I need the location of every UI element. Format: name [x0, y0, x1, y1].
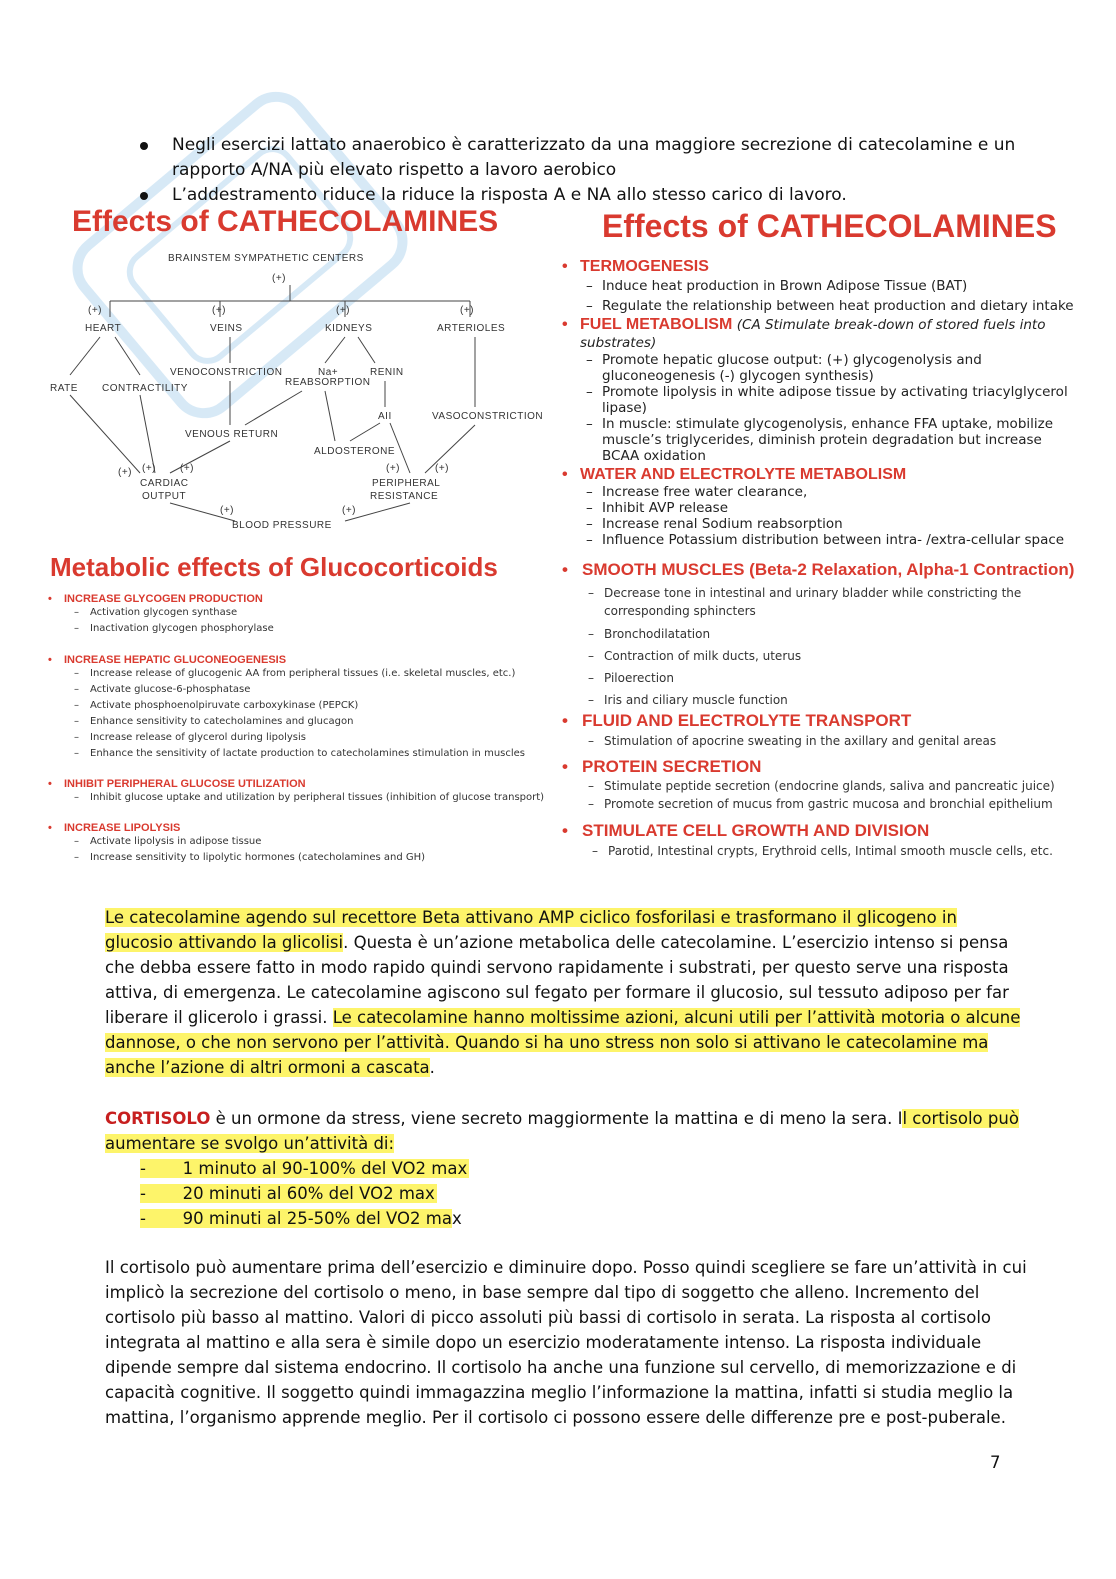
section-items — [580, 352, 1082, 464]
plus-sign: (+) — [212, 305, 226, 316]
section-items — [582, 584, 1082, 711]
list-item: – Activate phosphoenolpiruvate carboxykinase (PEPCK) — [68, 698, 548, 714]
diagram-node-aii: AII — [378, 411, 392, 422]
list-item: – Induce heat production in Brown Adipose Tissue (BAT) — [580, 276, 1082, 296]
section-head: • WATER AND ELECTROLYTE METABOLISM — [562, 466, 907, 483]
diagram-node-venous-return: VENOUS RETURN — [185, 429, 279, 440]
diagram-node-kidneys: KIDNEYS — [325, 323, 373, 334]
list-item: – In muscle: stimulate glycogenolysis, enhance FFA uptake, mobilize muscle’s triglycerides, diminish protein degradation but increase BCAA oxidation — [580, 416, 1082, 464]
list-item: – Increase sensitivity to lipolytic hormones (catecholamines and GH) — [68, 850, 548, 866]
plus-sign: (+) — [180, 463, 194, 474]
list-item: – Inactivation glycogen phosphorylase — [68, 621, 548, 637]
page-number: 7 — [990, 1453, 1001, 1472]
list-item: - 20 minuti al 60% del VO2 max — [140, 1184, 435, 1203]
highlight-text: Le catecolamine hanno moltissime azioni, alcuni utili per l’attività motoria o alcune dannose, o che non servono per l’attività. Quando si ha uno stress non solo si attivano le catecolamine ma anche l’azione di altri ormoni a cascata — [105, 1008, 1021, 1077]
gluco-section-items — [68, 666, 548, 762]
cortisolo-keyword: CORTISOLO — [105, 1109, 211, 1128]
list-item: – Iris and ciliary muscle function — [582, 689, 1082, 711]
diagram-node-rate: RATE — [50, 383, 78, 394]
intro-bullet-list — [140, 133, 1020, 208]
list-item: – Influence Potassium distribution between intra- /extra-cellular space — [580, 532, 1082, 548]
glucocorticoids-list — [48, 593, 548, 866]
diagram-node-contractility: CONTRACTILITY — [102, 383, 188, 394]
diagram-node-brainstem: BRAINSTEM SYMPATHETIC CENTERS — [168, 253, 364, 264]
plus-sign: (+) — [88, 305, 102, 316]
diagram-node-arterioles: ARTERIOLES — [437, 323, 506, 334]
list-item: – Parotid, Intestinal crypts, Erythroid cells, Intimal smooth muscle cells, etc. — [586, 841, 1082, 861]
diagram-node-blood-pressure: BLOOD PRESSURE — [232, 520, 332, 531]
diagram-node-reabsorption: REABSORPTION — [285, 377, 371, 388]
list-item: – Activate lipolysis in adipose tissue — [68, 834, 548, 850]
list-item: – Regulate the relationship between heat production and dietary intake — [580, 296, 1082, 316]
list-item: – Increase release of glucogenic AA from peripheral tissues (i.e. skeletal muscles, etc.) — [68, 666, 548, 682]
highlight-text: l cortisolo può aumentare se svolgo un’attività di: — [105, 1109, 1019, 1153]
diagram-node-renin: RENIN — [370, 367, 404, 378]
section-head: • FLUID AND ELECTROLYTE TRANSPORT — [562, 711, 912, 730]
gluco-section-items — [68, 790, 548, 806]
section-items — [582, 731, 1082, 751]
list-item: – Activation glycogen synthase — [68, 605, 548, 621]
right-figure-title: Effects of CATHECOLAMINES — [602, 208, 1057, 244]
list-item: – Decrease tone in intestinal and urinary bladder while constricting the corresponding sphincters — [582, 584, 1082, 623]
list-item: – Activate glucose-6-phosphatase — [68, 682, 548, 698]
list-item: – Inhibit glucose uptake and utilization by peripheral tissues (inhibition of glucose transport) — [68, 790, 548, 806]
list-item: – Promote lipolysis in white adipose tissue by activating triacylglycerol lipase) — [580, 384, 1082, 416]
section-head: • PROTEIN SECRETION — [562, 757, 762, 776]
list-item: – Inhibit AVP release — [580, 500, 1082, 516]
list-item: – Promote secretion of mucus from gastric mucosa and bronchial epithelium — [582, 795, 1082, 813]
plus-sign: (+) — [142, 463, 156, 474]
section-items — [580, 276, 1082, 316]
diagram-node-venoconstriction: VENOCONSTRICTION — [170, 367, 283, 378]
gluco-section-head: • INCREASE HEPATIC GLUCONEOGENESIS — [48, 654, 287, 666]
list-item: – Enhance the sensitivity of lactate production to catecholamines stimulation in muscles — [68, 746, 548, 762]
plus-sign: (+) — [118, 467, 132, 478]
section-head: • SMOOTH MUSCLES (Beta-2 Relaxation, Alpha-1 Contraction) — [562, 560, 1075, 579]
section-head: • FUEL METABOLISM (CA Stimulate break-down of stored fuels into substrates) — [562, 316, 1046, 351]
diagram-node-na: Na+ — [318, 367, 339, 378]
intro-bullet: L’addestramento riduce la riduce la risposta A e NA allo stesso carico di lavoro. — [140, 183, 1020, 208]
list-item: – Increase release of glycerol during lipolysis — [68, 730, 548, 746]
diagram-node-aldosterone: ALDOSTERONE — [314, 446, 396, 457]
list-item: - 90 minuti al 25-50% del VO2 max — [140, 1209, 462, 1228]
catecholamine-effects-list — [562, 258, 1082, 861]
catecholamine-flow-diagram — [40, 245, 550, 535]
list-item: – Stimulate peptide secretion (endocrine glands, saliva and pancreatic juice) — [582, 777, 1082, 795]
paragraph-catecholamine: Le catecolamine agendo sul recettore Beta attivano AMP ciclico fosforilasi e trasformano il glicogeno in glucosio attivando la glicolisi. Questa è un’azione metabolica delle catecolamine. L’esercizio intenso si pensa che debba essere fatto in modo rapido quindi servono rapidamente i substrati, per questo serve una risposta attiva, di emergenza. Le catecolamine agiscono sul fegato per formare il glucosio, sul tessuto adiposo per far liberare il glicerolo i grassi. Le catecolamine hanno moltissime azioni, alcuni utili per l’attività motoria o alcune dannose, o che non servono per l’attività. Quando si ha uno stress non solo si attivano le catecolamine ma anche l’azione di altri ormoni a cascata. — [105, 908, 1021, 1077]
gluco-section-head: • INCREASE GLYCOGEN PRODUCTION — [48, 593, 263, 605]
section-items — [582, 777, 1082, 813]
list-item: – Stimulation of apocrine sweating in the axillary and genital areas — [582, 731, 1082, 751]
list-item: – Bronchodilatation — [582, 623, 1082, 645]
plus-sign: (+) — [435, 463, 449, 474]
section-items — [586, 841, 1082, 861]
diagram-node-peripheral: PERIPHERAL — [372, 478, 441, 489]
section-head: • STIMULATE CELL GROWTH AND DIVISION — [562, 821, 930, 840]
gluco-section-items — [68, 605, 548, 637]
list-item: – Contraction of milk ducts, uterus — [582, 645, 1082, 667]
left-figure-title: Effects of CATHECOLAMINES — [72, 205, 499, 238]
list-item: – Increase free water clearance, — [580, 484, 1082, 500]
list-item: – Piloerection — [582, 667, 1082, 689]
diagram-node-resistance: RESISTANCE — [370, 491, 439, 502]
highlight-text: Le catecolamine agendo sul recettore Beta attivano AMP ciclico fosforilasi e trasformano il glicogeno in glucosio attivando la glicolisi — [105, 908, 957, 952]
diagram-node-veins: VEINS — [210, 323, 243, 334]
diagram-node-cardiac: CARDIAC — [140, 478, 189, 489]
list-item: - 1 minuto al 90-100% del VO2 max — [140, 1159, 468, 1178]
section-items — [580, 484, 1082, 548]
diagram-node-heart: HEART — [85, 323, 122, 334]
plus-sign: (+) — [336, 305, 350, 316]
gluco-section-items — [68, 834, 548, 866]
vo2-list — [140, 1156, 469, 1231]
plus-sign: (+) — [342, 505, 356, 516]
gluco-section-head: • INCREASE LIPOLYSIS — [48, 822, 181, 834]
plus-sign: (+) — [460, 305, 474, 316]
list-item: – Promote hepatic glucose output: (+) glycogenolysis and gluconeogenesis (-) glycogen synthesis) — [580, 352, 1082, 384]
paragraph-cortisolo-details: Il cortisolo può aumentare prima dell’esercizio e diminuire dopo. Posso quindi scegliere se fare un’attività in cui implicò la secrezione del cortisolo o meno, in base sempre dal tipo di soggetto che alleno. Incremento del cortisolo più basso al mattino. Valori di picco assoluti più bassi di cortisolo in serata. La risposta al cortisolo integrata al mattino e alla sera è simile dopo un esercizio moderatamente intenso. La risposta individuale dipende sempre dal sistema endocrino. Il cortisolo ha anche una funzione sul cervello, di memorizzazione e di capacità cognitive. Il soggetto quindi immagazzina meglio l’informazione la mattina, infatti si studia meglio la mattina, l’organismo apprende meglio. Per il cortisolo ci possono essere delle differenze pre e post-puberale. — [105, 1258, 1027, 1427]
paragraph-cortisolo: CORTISOLO è un ormone da stress, viene secreto maggiormente la mattina e di meno la sera. Il cortisolo può aumentare se svolgo un’attività di: — [105, 1109, 1019, 1153]
list-item: – Increase renal Sodium reabsorption — [580, 516, 1082, 532]
section-head: • TERMOGENESIS — [562, 258, 709, 275]
list-item: – Enhance sensitivity to catecholamines and glucagon — [68, 714, 548, 730]
diagram-node-output: OUTPUT — [142, 491, 187, 502]
diagram-node-vasoconstriction: VASOCONSTRICTION — [432, 411, 544, 422]
glucocorticoids-title: Metabolic effects of Glucocorticoids — [50, 552, 498, 582]
gluco-section-head: • INHIBIT PERIPHERAL GLUCOSE UTILIZATION — [48, 778, 306, 790]
plus-sign: (+) — [220, 505, 234, 516]
plus-sign: (+) — [272, 273, 286, 284]
plus-sign: (+) — [386, 463, 400, 474]
intro-bullet: Negli esercizi lattato anaerobico è caratterizzato da una maggiore secrezione di catecolamine e un rapporto A/NA più elevato rispetto a lavoro aerobico — [140, 133, 1020, 183]
